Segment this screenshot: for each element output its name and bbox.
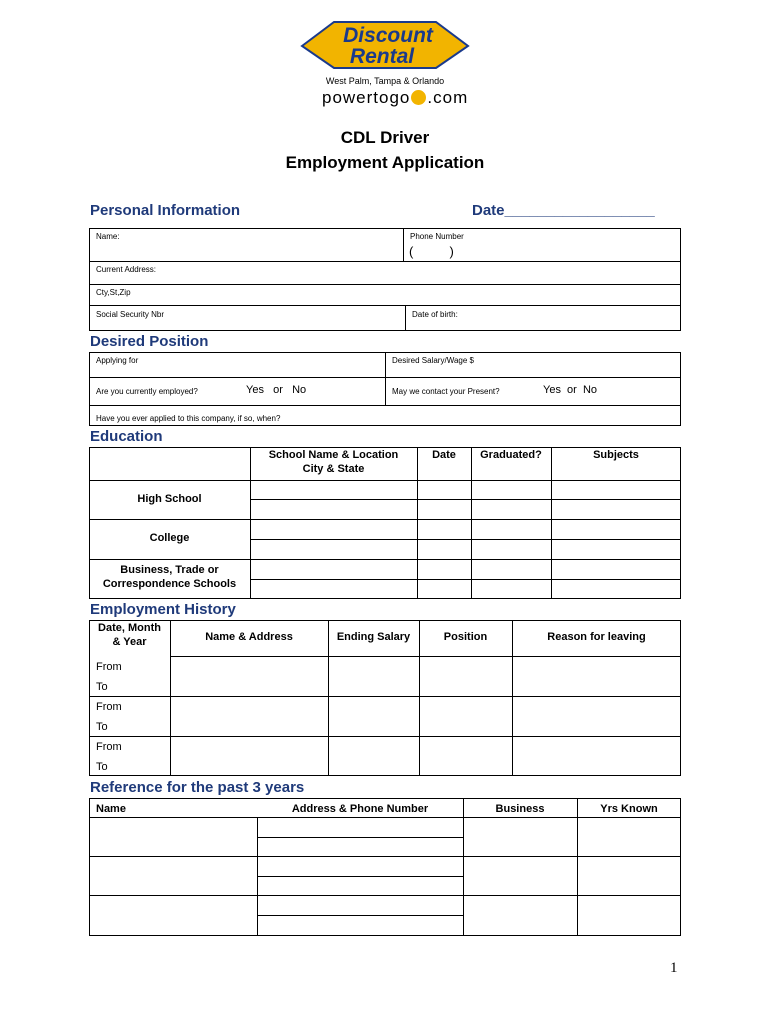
employment-date-header-line2: & Year: [112, 636, 147, 648]
from-label: From: [96, 701, 122, 713]
divider: [170, 656, 681, 657]
business-school-row-label: [89, 564, 250, 590]
employed-yes-no-option[interactable]: Yes or No: [246, 384, 307, 396]
divider: [89, 856, 681, 857]
divider: [89, 696, 681, 697]
name-field[interactable]: Name:: [96, 232, 120, 241]
divider: [89, 261, 681, 262]
discount-rental-logo: [300, 20, 470, 70]
business-school-label-line1: Business, Trade or: [120, 564, 219, 576]
employment-table: [89, 620, 681, 776]
business-school-label-line2: Correspondence Schools: [102, 578, 237, 590]
applying-for-field[interactable]: Applying for: [96, 356, 139, 365]
divider: [403, 228, 404, 261]
school-name-header: [250, 449, 417, 475]
divider: [385, 352, 386, 405]
divider: [551, 447, 552, 599]
divider: [89, 736, 681, 737]
employer-name-header: Name & Address: [205, 631, 293, 643]
website-logo: [322, 88, 468, 108]
position-header: Position: [443, 631, 488, 643]
divider: [89, 895, 681, 896]
personal-info-heading: Personal Information: [90, 202, 241, 219]
reference-years-header: Yrs Known: [600, 803, 658, 815]
subjects-header: Subjects: [593, 449, 639, 461]
reference-business-header: Business: [495, 803, 545, 815]
divider: [250, 579, 681, 580]
divider: [257, 837, 463, 838]
reference-address-header: Address & Phone Number: [291, 803, 429, 815]
locations-text: West Palm, Tampa & Orlando: [325, 76, 445, 86]
address-field[interactable]: Current Address:: [96, 265, 157, 274]
contact-yes-no-option[interactable]: Yes or No: [543, 384, 598, 396]
education-heading: Education: [90, 428, 163, 445]
form-title-line1: CDL Driver: [340, 128, 430, 147]
school-name-header-line2: City & State: [302, 463, 365, 475]
divider: [405, 305, 406, 331]
from-label: From: [96, 741, 122, 753]
divider: [257, 915, 463, 916]
divider: [89, 405, 681, 406]
divider: [419, 620, 420, 776]
logo-brand-line2: Rental: [349, 45, 415, 68]
divider: [89, 480, 681, 481]
employment-date-header: [89, 622, 170, 648]
divider: [328, 620, 329, 776]
employment-history-heading: Employment History: [90, 601, 236, 618]
divider: [257, 876, 463, 877]
to-label: To: [96, 681, 108, 693]
divider: [250, 499, 681, 500]
ssn-field[interactable]: Social Security Nbr: [96, 310, 165, 319]
divider: [471, 447, 472, 599]
divider: [250, 539, 681, 540]
page-number: 1: [670, 960, 678, 976]
references-heading: Reference for the past 3 years: [90, 779, 305, 796]
smiley-face-icon: [411, 90, 426, 105]
divider: [512, 620, 513, 776]
phone-field[interactable]: Phone Number: [410, 232, 464, 241]
divider: [257, 817, 258, 936]
divider: [89, 305, 681, 306]
desired-salary-field[interactable]: Desired Salary/Wage $: [392, 356, 474, 365]
education-date-header: Date: [432, 449, 456, 461]
divider: [89, 519, 681, 520]
city-state-zip-field[interactable]: Cty,St,Zip: [96, 288, 131, 297]
logo-brand-line1: Discount: [343, 24, 433, 47]
form-title-line2: Employment Application: [285, 153, 485, 172]
date-field[interactable]: Date__________________: [472, 202, 655, 219]
ending-salary-header: Ending Salary: [336, 631, 411, 643]
applied-before-field[interactable]: Have you ever applied to this company, if so, when?: [96, 414, 281, 423]
website-suffix: .com: [427, 88, 469, 107]
divider: [463, 798, 464, 936]
from-label: From: [96, 661, 122, 673]
reason-leaving-header: Reason for leaving: [547, 631, 646, 643]
phone-area-code[interactable]: ( ): [409, 244, 454, 259]
to-label: To: [96, 721, 108, 733]
college-row-label: College: [149, 532, 190, 544]
school-name-header-line1: School Name & Location: [268, 449, 399, 461]
currently-employed-label: Are you currently employed?: [96, 387, 198, 396]
divider: [89, 817, 681, 818]
contact-present-label: May we contact your Present?: [392, 387, 500, 396]
personal-info-box: [89, 228, 681, 331]
divider: [577, 798, 578, 936]
divider: [89, 559, 681, 560]
divider: [417, 447, 418, 599]
reference-name-header: Name: [96, 803, 126, 815]
high-school-row-label: High School: [137, 493, 202, 505]
website-name: powertogo: [322, 88, 411, 107]
divider: [170, 620, 171, 776]
to-label: To: [96, 761, 108, 773]
dob-field[interactable]: Date of birth:: [412, 310, 458, 319]
employment-date-header-line1: Date, Month: [98, 622, 161, 634]
graduated-header: Graduated?: [480, 449, 542, 461]
desired-position-heading: Desired Position: [90, 333, 209, 350]
divider: [89, 284, 681, 285]
